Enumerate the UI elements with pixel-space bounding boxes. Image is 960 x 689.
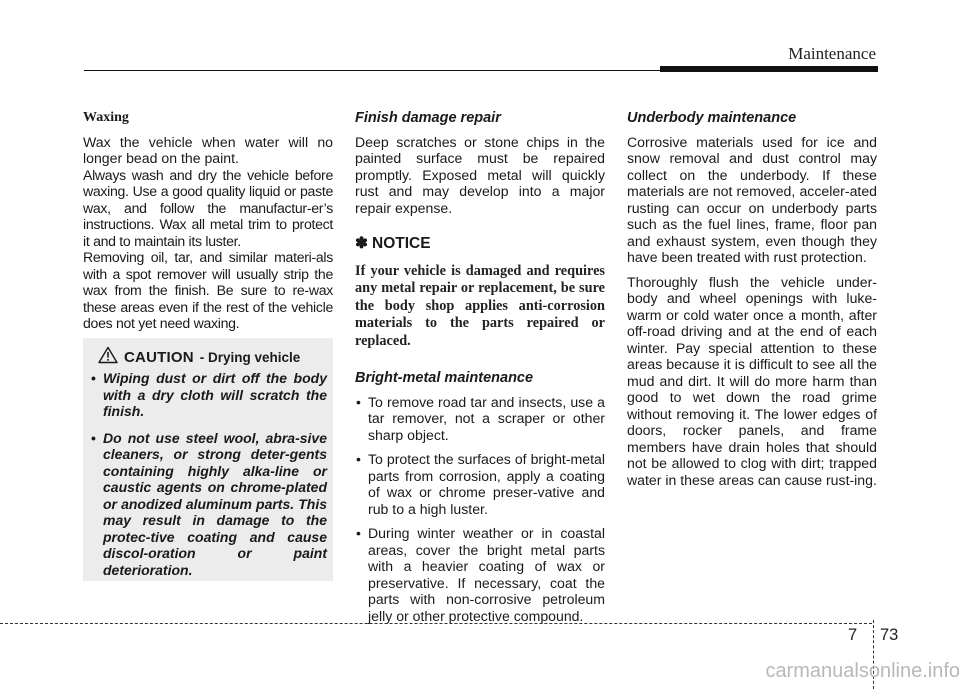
waxing-paragraph-3: Removing oil, tar, and similar materi-als with a spot remover will usually strip the wax from the finish. Be sure to re-wax these areas even if the rest of the vehicle does not yet need waxing. xyxy=(83,249,333,331)
column-finish xyxy=(355,110,605,632)
caution-subtitle: - Drying vehicle xyxy=(199,350,301,365)
underbody-heading: Underbody maintenance xyxy=(627,110,797,126)
notice-header xyxy=(355,236,605,253)
caution-item: • Do not use steel wool, abra-sive cleaners, or strong deter-gents containing highly alka-line or caustic agents on chrome-plated or anodized aluminum parts. This may result in damage to the protec-tive coating and cause discol-oration or paint deterioration. xyxy=(91,430,327,579)
finish-heading: Finish damage repair xyxy=(355,110,501,126)
caution-list xyxy=(91,370,327,588)
underbody-paragraph-1: Corrosive materials used for ice and snow removal and dust control may collect on the underbody. If these materials are not removed, acceler-ated rusting can occur on underbody parts such as the fuel lines, frame, floor pan and exhaust system, even though they have been treated with rust protection. xyxy=(627,133,877,265)
column-underbody xyxy=(627,110,877,488)
notice-title: NOTICE xyxy=(372,235,431,252)
caution-word: CAUTION xyxy=(124,349,194,366)
chapter-number: 7 xyxy=(848,626,858,644)
finish-paragraph: Deep scratches or stone chips in the painted surface must be repaired promptly. Exposed metal will quickly rust and may develop into a major repair expense. xyxy=(355,133,605,216)
column-waxing xyxy=(83,110,333,332)
bright-metal-heading: Bright-metal maintenance xyxy=(355,370,534,386)
list-item: • To protect the surfaces of bright-metal parts from corrosion, apply a coating of wax or chrome preser-vative and rub to a high luster. xyxy=(355,451,605,517)
caution-box xyxy=(83,338,333,581)
watermark: carmanualsonline.info xyxy=(765,660,960,682)
list-item: • During winter weather or in coastal areas, cover the bright metal parts with a heavier coating of wax or preservative. If necessary, coat the parts with non-corrosive petroleum jelly or other protective compound. xyxy=(355,525,605,624)
header-title: Maintenance xyxy=(788,44,876,63)
waxing-heading: Waxing xyxy=(83,110,129,125)
underbody-paragraph-2: Thoroughly flush the vehicle under-body and wheel openings with luke-warm or cold water once a month, after off-road driving and at the end of each winter. Pay special attention to these areas because it is difficult to see all the mud and dirt. It will do more harm than good to wet down the road grime without removing it. The lower edges of doors, rocker panels, and frame members have drain holes that should not be allowed to clog with dirt; trapped water in these areas can cause rust-ing. xyxy=(627,273,877,488)
notice-asterisk-icon: ✽ xyxy=(355,235,368,252)
list-item: • To remove road tar and insects, use a tar remover, not a scraper or other sharp object. xyxy=(355,394,605,444)
bright-metal-list xyxy=(355,394,605,625)
warning-triangle-icon xyxy=(98,346,118,369)
caution-header xyxy=(83,346,333,369)
header-rule xyxy=(84,70,660,71)
page-number: 73 xyxy=(880,626,899,644)
footer-rule xyxy=(0,623,872,624)
notice-body: If your vehicle is damaged and requires any metal repair or replacement, be sure the body shop applies anti-corrosion materials to the parts repaired or replaced. xyxy=(355,262,605,349)
caution-item: • Wiping dust or dirt off the body with a dry cloth will scratch the finish. xyxy=(91,370,327,420)
waxing-paragraph-2: Always wash and dry the vehicle before waxing. Use a good quality liquid or paste wax, and follow the manufactur-er’s instructions. Wax all metal trim to protect it and to maintain its luster. xyxy=(83,166,333,249)
waxing-paragraph-1: Wax the vehicle when water will no longer bead on the paint. xyxy=(83,133,333,166)
header-bar xyxy=(660,66,878,72)
